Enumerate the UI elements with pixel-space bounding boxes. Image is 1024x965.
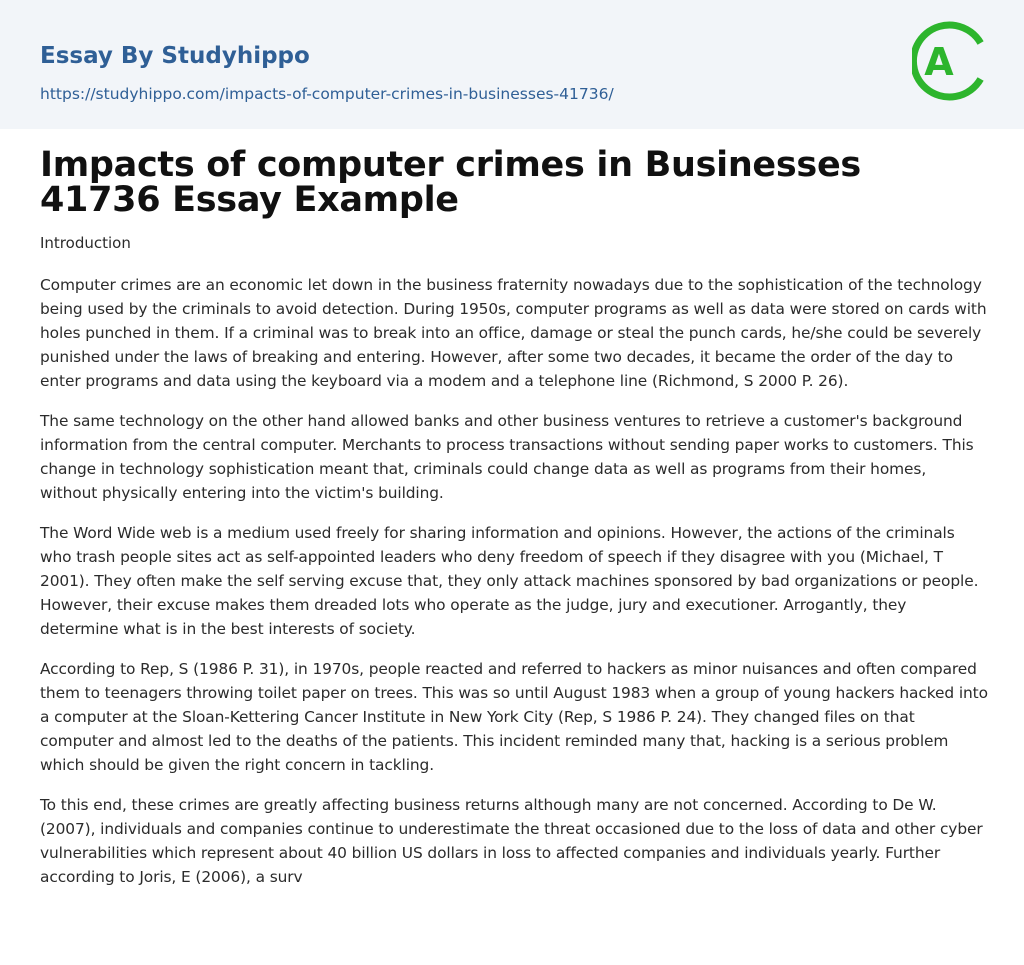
article [40,145,988,889]
site-header [0,0,1024,129]
page-title: Impacts of computer crimes in Businesses 41736 Essay Example [40,145,861,220]
section-heading: Introduction [40,234,131,252]
body-paragraph: The Word Wide web is a medium used freely for sharing information and opinions. However, the actions of the criminals who trash people sites act as self-appointed leaders who deny freedom of speech if they disagree with you (Michael, T 2001). They often make the self serving excuse that, they only attack machines sponsored by bad organizations or people. However, their excuse makes them dreaded lots who operate as the judge, jury and executioner. Arrogantly, they determine what is in the best interests of society. [40,524,979,638]
studyhippo-logo-icon[interactable] [912,19,986,105]
site-brand[interactable]: Essay By Studyhippo [40,43,310,69]
body-paragraph: Computer crimes are an economic let down in the business fraternity nowadays due to the sophistication of the technology being used by the criminals to avoid detection. During 1950s, computer programs as well as data were stored on cards with holes punched in them. If a criminal was to break into an office, damage or steal the punch cards, he/she could be severely punished under the laws of breaking and entering. However, after some two decades, it became the order of the day to enter programs and data using the keyboard via a modem and a telephone line (Richmond, S 2000 P. 26). [40,276,987,390]
body-paragraph: The same technology on the other hand allowed banks and other business ventures to retrieve a customer's background information from the central computer. Merchants to process transactions without sending paper works to customers. This change in technology sophistication meant that, criminals could change data as well as programs from their homes, without physically entering into the victim's building. [40,412,974,502]
body-paragraph: According to Rep, S (1986 P. 31), in 1970s, people reacted and referred to hackers as minor nuisances and often compared them to teenagers throwing toilet paper on trees. This was so until August 1983 when a group of young hackers hacked into a computer at the Sloan-Kettering Cancer Institute in New York City (Rep, S 1986 P. 24). They changed files on that computer and almost led to the deaths of the patients. This incident reminded many that, hacking is a serious problem which should be given the right concern in tackling. [40,660,988,774]
logo-letter: A [924,40,954,84]
body-paragraph: To this end, these crimes are greatly affecting business returns although many are not concerned. According to De W. (2007), individuals and companies continue to underestimate the threat occasioned due to the loss of data and other cyber vulnerabilities which represent about 40 billion US dollars in loss to affected companies and individuals yearly. Further according to Joris, E (2006), a surv [40,796,983,886]
essay-url-link[interactable]: https://studyhippo.com/impacts-of-computer-crimes-in-businesses-41736/ [40,85,614,103]
